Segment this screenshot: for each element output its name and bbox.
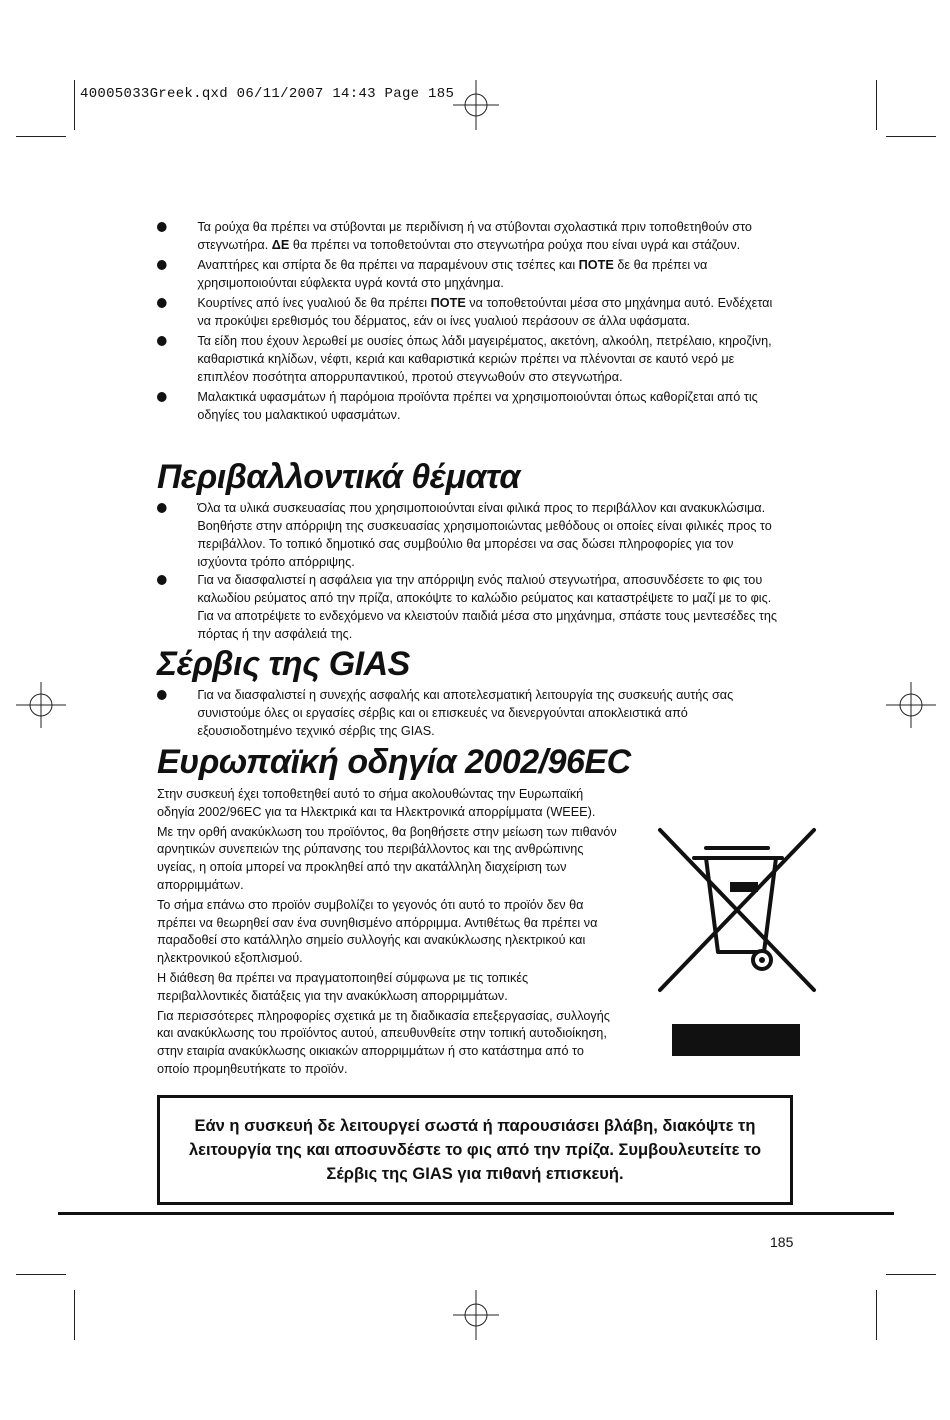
bullet-item — [157, 256, 786, 292]
bullet-text: να τοποθετούνται μέσα στο μηχάνημα αυτό. Ενδέχεται να προκύψει ερεθισμός του δέρματος, εάν οι ίνες γυαλιού περάσουν σε άλλα υφάσματα. — [197, 295, 773, 328]
weee-paragraph: Με την ορθή ανακύκλωση του προϊόντος, θα βοηθήσετε στην μείωση των πιθανόν αρνητικών συνεπειών της ρύπανσης του περιβάλλοντος και της ανθρώπινης υγείας, η οποία μπορεί να προκληθεί από την ακατάλληλη διαχείριση των απορριμμάτων. — [157, 823, 617, 892]
bullet-text: θα πρέπει να τοποθετούνται στο στεγνωτήρα ρούχα που είναι υγρά και στάζουν. — [289, 237, 741, 252]
weee-paragraph: Για περισσότερες πληροφορίες σχετικά με τη διαδικασία επεξεργασίας, συλλογής και ανακύκλωσης του προϊόντος αυτού, απευθυνθείτε στην τοπική αυτοδιοίκηση, στην εταιρία ανακύκλωσης οικιακών απορριμμάτων ή στο κατάστημα από το οποίο προμηθευτήκατε το προϊόν. — [157, 1007, 610, 1076]
crop-mark — [16, 1274, 66, 1275]
bullet-dot-icon — [157, 392, 167, 402]
bullet-item — [157, 332, 786, 386]
bullet-item — [157, 388, 786, 424]
crop-mark — [16, 136, 66, 137]
bullet-dot-icon — [157, 575, 167, 585]
crop-mark — [876, 80, 877, 130]
crop-mark — [74, 1290, 75, 1340]
safety-bullet-list — [157, 218, 812, 426]
bullet-text: δε θα πρέπει να χρησιμοποιούνται εύφλεκτα υγρά κοντά στο μηχάνημα. — [197, 257, 708, 290]
crop-mark — [886, 136, 936, 137]
crop-mark — [886, 1274, 936, 1275]
warning-notice-box — [157, 1095, 793, 1205]
bullet-dot-icon — [157, 222, 167, 232]
bullet-dot-icon — [157, 690, 167, 700]
weee-text-block — [157, 785, 637, 1080]
file-slug-line: 40005033Greek.qxd 06/11/2007 14:43 Page 185 — [80, 86, 455, 102]
bullet-dot-icon — [157, 336, 167, 346]
bullet-item — [157, 686, 786, 740]
bullet-text: Για να διασφαλιστεί η συνεχής ασφαλής και αποτελεσματική λειτουργία της συσκευής αυτής σας συνιστούμε όλες οι εργασίες σέρβις και οι επισκευές να διενεργούνται αποκλειστικά από εξουσιοδοτημένο τεχνικό σέρβις της GIAS. — [197, 687, 734, 738]
bullet-dot-icon — [157, 298, 167, 308]
emphasis-text: ΠΟΤΕ — [430, 295, 466, 310]
weee-black-bar — [672, 1024, 800, 1056]
bullet-item — [157, 499, 786, 571]
bullet-dot-icon — [157, 260, 167, 270]
registration-mark-icon — [453, 1290, 499, 1340]
bullet-text: Μαλακτικά υφασμάτων ή παρόμοια προϊόντα πρέπει να χρησιμοποιούνται όπως καθορίζεται από τις οδηγίες του μαλακτικού υφασμάτων. — [197, 389, 758, 422]
emphasis-text: ΠΟΤΕ — [578, 257, 614, 272]
bullet-text: Κουρτίνες από ίνες γυαλιού δε θα πρέπει — [197, 295, 431, 310]
bullet-item — [157, 218, 786, 254]
warning-notice-text: Εάν η συσκευή δε λειτουργεί σωστά ή παρουσιάσει βλάβη, διακόψτε τη λειτουργία της και αποσυνδέστε το φις από την πρίζα. Συμβουλευτείτε το Σέρβις της GIAS για πιθανή επισκευή. — [188, 1117, 762, 1183]
service-bullet-list — [157, 686, 812, 740]
bullet-text: Τα ρούχα θα πρέπει να στύβονται με περιδίνιση ή να στύβονται σχολαστικά πριν τοποθετηθούν στο στεγνωτήρα. — [197, 219, 752, 252]
page-number: 185 — [770, 1234, 794, 1250]
crop-mark — [876, 1290, 877, 1340]
environment-bullet-list — [157, 499, 812, 643]
footer-rule — [58, 1212, 894, 1215]
crossed-out-wheeled-bin-icon — [656, 826, 818, 996]
weee-paragraph: Η διάθεση θα πρέπει να πραγματοποιηθεί σύμφωνα με τις τοπικές περιβαλλοντικές διατάξεις για την ανακύκλωση απορριμμάτων. — [157, 969, 529, 1003]
crop-mark — [74, 80, 75, 130]
registration-mark-icon — [886, 682, 936, 728]
weee-heading: Ευρωπαϊκή οδηγία 2002/96EC — [157, 743, 631, 781]
bullet-text: Όλα τα υλικά συσκευασίας που χρησιμοποιούνται είναι φιλικά προς το περιβάλλον και ανακυκλώσιμα. Βοηθήστε στην απόρριψη της συσκευασίας χρησιμοποιώντας μεθόδους οι οποίες είναι φιλικές προς το περιβάλλον. Το τοπικό δημοτικό σας συμβούλιο θα μπορέσει να σας δώσει πληροφορίες για τον ισχύοντα τρόπο απόρριψης. — [197, 500, 772, 569]
weee-paragraph: Στην συσκευή έχει τοποθετηθεί αυτό το σήμα ακολουθώντας την Ευρωπαϊκή οδηγία 2002/96EC για τα Ηλεκτρικά και τα Ηλεκτρονικά απορρίμματα (WEEE). — [157, 786, 596, 819]
bullet-dot-icon — [157, 503, 167, 513]
bullet-text: Αναπτήρες και σπίρτα δε θα πρέπει να παραμένουν στις τσέπες και — [197, 257, 579, 272]
bullet-item — [157, 294, 786, 330]
bullet-text: Τα είδη που έχουν λερωθεί με ουσίες όπως λάδι μαγειρέματος, ακετόνη, αλκοόλη, πετρέλαιο, κηροζίνη, καθαριστικά κηλίδων, νέφτι, κεριά και καθαριστικά κεριών πρέπει να πλένονται σε καυτό νερό με επιπλέον ποσότητα απορρυπαντικού, προτού στεγνωθούν στο στεγνωτήρα. — [197, 333, 772, 384]
bullet-item — [157, 571, 786, 643]
emphasis-text: ΔΕ — [271, 237, 290, 252]
environment-heading: Περιβαλλοντικά θέματα — [157, 458, 521, 496]
service-heading: Σέρβις της GIAS — [157, 645, 410, 683]
weee-paragraph: Το σήμα επάνω στο προϊόν συμβολίζει το γεγονός ότι αυτό το προϊόν δεν θα πρέπει να θεωρηθεί σαν ένα συνηθισμένο απόρριμμα. Αντιθέτως θα πρέπει να παραδοθεί στο κατάλληλο σημείο συλλογής και ανακύκλωσης ηλεκτρικού και ηλεκτρονικού εξοπλισμού. — [157, 896, 598, 966]
registration-mark-icon — [16, 682, 66, 728]
bullet-text: Για να διασφαλιστεί η ασφάλεια για την απόρριψη ενός παλιού στεγνωτήρα, αποσυνδέσετε το φις του καλωδίου ρεύματος από την πρίζα, αποκόψτε το καλώδιο ρεύματος και καταστρέψετε το μαζί με το φις. Για να αποτρέψετε το ενδεχόμενο να κλειστούν παιδιά μέσα στο μηχάνημα, σπάστε τους μεντεσέδες της πόρτας ή την ασφάλειά της. — [197, 572, 777, 641]
registration-mark-icon — [453, 80, 499, 130]
